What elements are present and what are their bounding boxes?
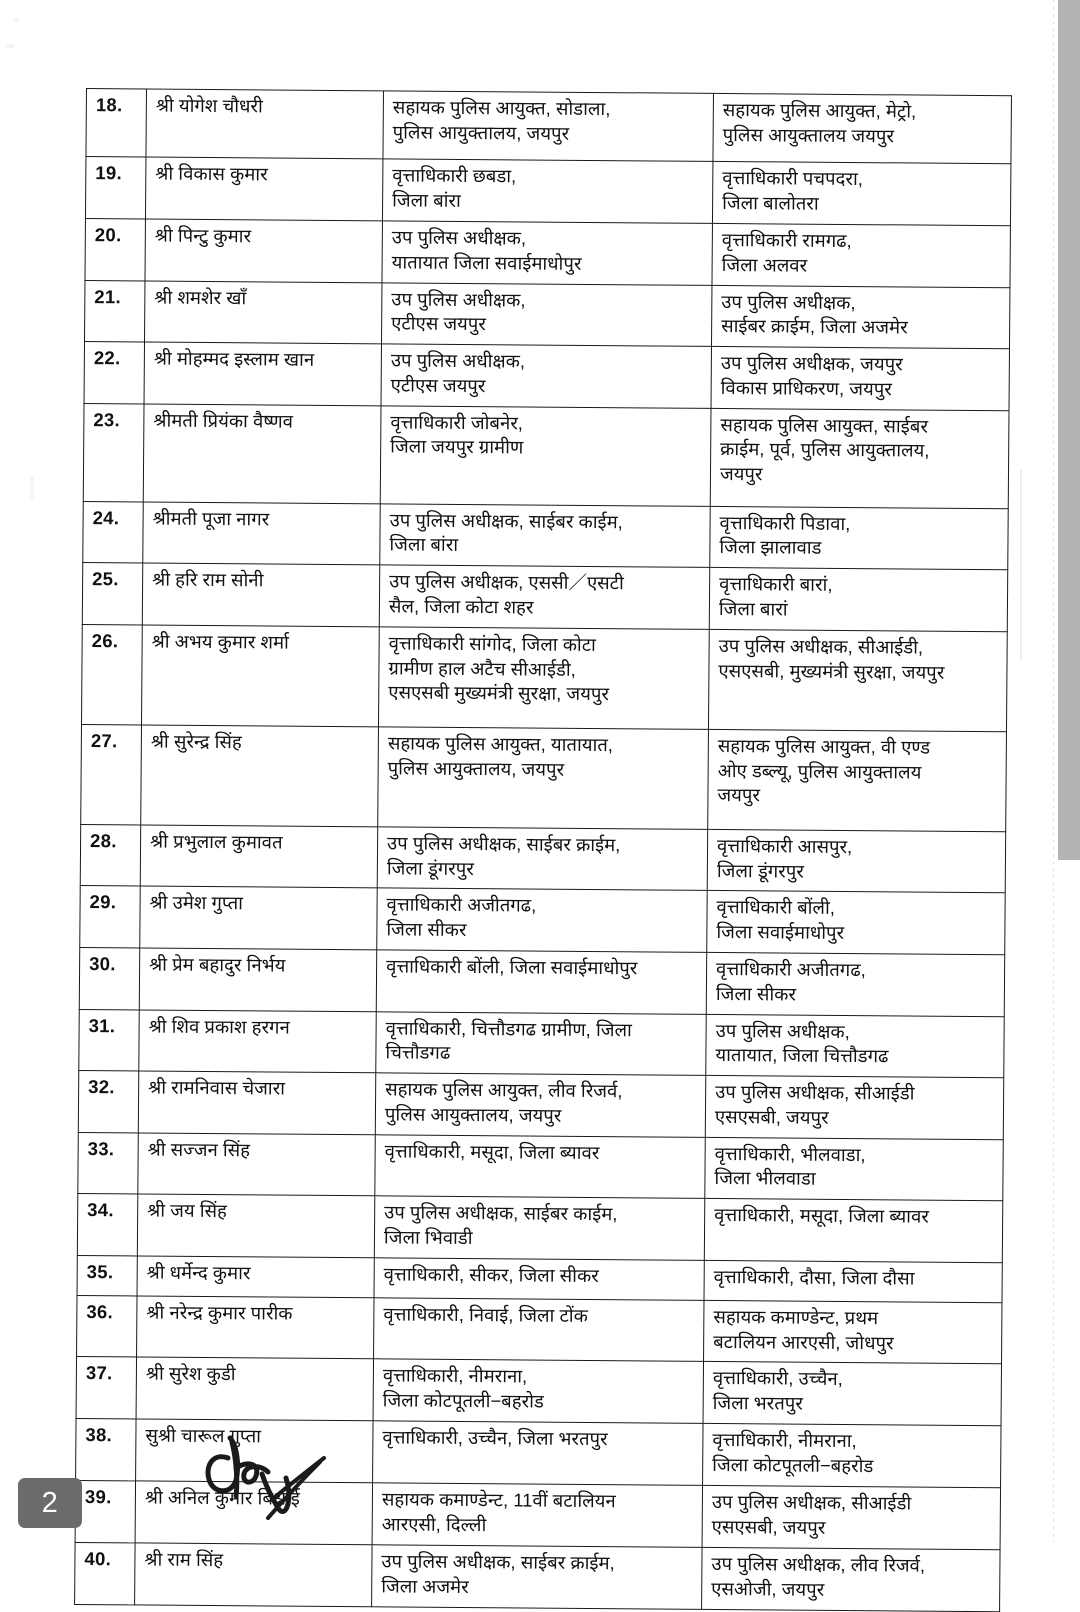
- row-new-posting: [709, 568, 1007, 632]
- row-current-posting-line: जिला अजमेर: [381, 1575, 469, 1597]
- table-row: [80, 886, 1005, 955]
- row-serial-number: 29.: [80, 886, 140, 948]
- row-officer-name: श्री नरेन्द्र कुमार पारीक: [137, 1296, 374, 1359]
- row-current-posting-line: वृत्ताधिकारी छबडा,: [392, 164, 517, 187]
- row-new-posting: [706, 952, 1004, 1016]
- table-row: [82, 563, 1007, 632]
- row-new-posting-line: सहायक पुलिस आयुक्त, साईबर: [720, 413, 929, 437]
- scrollbar-guide: [1053, 0, 1054, 1542]
- row-new-posting-line: जिला कोटपूतली−बहरोड: [712, 1453, 874, 1476]
- row-new-posting-line: जिला डूंगरपुर: [716, 859, 804, 882]
- row-new-posting: [704, 1300, 1002, 1364]
- row-new-posting-line: जयपुर: [717, 784, 761, 806]
- row-officer-name: श्रीमती पूजा नागर: [143, 502, 380, 565]
- row-new-posting: [706, 1014, 1004, 1078]
- table-row: [76, 1418, 1001, 1487]
- row-current-posting-line: चित्तौडगढ: [385, 1041, 451, 1064]
- row-current-posting-line: उप पुलिस अधीक्षक, साईबर क्राईम,: [386, 832, 621, 856]
- row-current-posting-line: उप पुलिस अधीक्षक,: [390, 349, 526, 372]
- row-officer-name: श्री उमेश गुप्ता: [140, 886, 377, 949]
- row-officer-name: श्री पिन्टु कुमार: [145, 219, 382, 282]
- row-officer-name: श्रीमती प्रियंका वैष्णव: [143, 404, 381, 504]
- table-row: [83, 501, 1008, 570]
- row-new-posting-line: जिला भीलवाडा: [714, 1167, 816, 1190]
- row-new-posting-line: वृत्ताधिकारी, दौसा, जिला दौसा: [713, 1265, 915, 1289]
- row-new-posting: [707, 829, 1005, 893]
- row-new-posting: [713, 93, 1012, 163]
- row-serial-number: 35.: [77, 1255, 137, 1295]
- row-current-posting-line: पुलिस आयुक्तालय, जयपुर: [387, 756, 565, 780]
- row-new-posting-line: विकास प्राधिकरण, जयपुर: [720, 376, 892, 400]
- table-row: [85, 280, 1010, 349]
- row-current-posting-line: उप पुलिस अधीक्षक, एससी／एसटी: [389, 570, 624, 594]
- row-new-posting-line: जिला सीकर: [715, 982, 797, 1005]
- scan-artifact: [30, 476, 34, 502]
- table-row: [79, 947, 1004, 1016]
- row-new-posting-line: उप पुलिस अधीक्षक, सीआईडी: [715, 1081, 915, 1104]
- row-new-posting-line: वृत्ताधिकारी, नीमराना,: [712, 1428, 857, 1451]
- table-row: [83, 403, 1009, 508]
- transfer-order-table: [74, 88, 1012, 1612]
- row-serial-number: 40.: [75, 1542, 135, 1604]
- row-new-posting-line: बटालियन आरएसी, जोधपुर: [713, 1330, 894, 1353]
- row-new-posting-line: एसएसबी, जयपुर: [711, 1515, 826, 1538]
- row-current-posting-line: वृत्ताधिकारी, उच्चैन, जिला भरतपुर: [382, 1426, 608, 1450]
- row-officer-name: श्री राम सिंह: [135, 1543, 372, 1607]
- row-serial-number: 28.: [80, 824, 140, 886]
- row-new-posting: [708, 629, 1007, 731]
- row-new-posting: [704, 1260, 1002, 1302]
- row-officer-name: श्री हरि राम सोनी: [142, 563, 379, 626]
- row-new-posting: [703, 1362, 1001, 1426]
- table-row: [80, 824, 1005, 893]
- row-officer-name: श्री योगेश चौधरी: [146, 89, 384, 159]
- row-new-posting-line: एसएसबी, जयपुर: [714, 1105, 829, 1128]
- row-current-posting-line: जिला डूंगरपुर: [386, 856, 474, 879]
- row-new-posting: [704, 1199, 1002, 1263]
- row-current-posting-line: जिला कोटपूतली−बहरोड: [382, 1389, 544, 1412]
- transfer-order-table-container: [74, 88, 1011, 1612]
- table-row: [82, 624, 1008, 731]
- table-row: [85, 157, 1010, 226]
- row-current-posting: [374, 1298, 704, 1362]
- row-current-posting-line: जिला बांरा: [392, 189, 461, 211]
- row-current-posting-line: सैल, जिला कोटा शहर: [388, 595, 534, 618]
- row-new-posting-line: उप पुलिस अधीक्षक,: [721, 290, 856, 313]
- row-new-posting-line: वृत्ताधिकारी रामगढ,: [721, 228, 852, 252]
- row-current-posting: [381, 344, 711, 408]
- row-serial-number: 31.: [79, 1009, 139, 1071]
- row-new-posting-line: सहायक पुलिस आयुक्त, वी एण्ड: [717, 734, 931, 758]
- row-new-posting-line: उप पुलिस अधीक्षक, जयपुर: [720, 352, 903, 375]
- row-officer-name: श्री सुरेश कुडी: [136, 1357, 373, 1420]
- row-officer-name: श्री जय सिंह: [137, 1194, 374, 1257]
- row-current-posting-line: सहायक पुलिस आयुक्त, लीव रिजर्व,: [385, 1078, 623, 1102]
- row-current-posting-line: एटीएस जयपुर: [390, 374, 486, 397]
- row-current-posting: [375, 1134, 705, 1198]
- row-current-posting-line: जिला सीकर: [386, 918, 467, 941]
- row-current-posting-line: सहायक पुलिस आयुक्त, सोडाला,: [392, 96, 611, 120]
- table-row: [84, 342, 1009, 411]
- table-row: [76, 1357, 1001, 1426]
- row-new-posting: [711, 285, 1009, 349]
- row-current-posting-line: उप पुलिस अधीक्षक, साईबर क्राईम,: [381, 1550, 615, 1574]
- row-new-posting: [705, 1075, 1003, 1139]
- row-officer-name: श्री सज्जन सिंह: [138, 1133, 375, 1196]
- row-new-posting: [707, 891, 1005, 955]
- scrollbar-thumb[interactable]: [1058, 0, 1080, 860]
- row-officer-name: श्री प्रभुलाल कुमावत: [140, 825, 377, 888]
- row-serial-number: 25.: [82, 563, 142, 625]
- row-current-posting-line: वृत्ताधिकारी अजीतगढ,: [386, 893, 537, 916]
- row-serial-number: 27.: [81, 724, 142, 824]
- row-serial-number: 24.: [83, 501, 143, 563]
- row-new-posting-line: वृत्ताधिकारी, उच्चैन,: [712, 1367, 843, 1390]
- table-row: [78, 1132, 1003, 1201]
- row-current-posting: [376, 950, 706, 1014]
- row-serial-number: 36.: [77, 1295, 137, 1357]
- row-current-posting: [376, 1011, 706, 1075]
- row-current-posting: [373, 1421, 703, 1486]
- row-new-posting-line: जयपुर: [719, 463, 763, 485]
- row-current-posting-line: जिला जयपुर ग्रामीण: [390, 435, 524, 458]
- row-new-posting: [708, 729, 1007, 831]
- row-current-posting-line: वृत्ताधिकारी बोंली, जिला सवाईमाधोपुर: [386, 955, 638, 979]
- row-new-posting-line: पुलिस आयुक्तालय जयपुर: [722, 123, 895, 147]
- scan-artifact: [6, 44, 15, 48]
- row-officer-name: श्री मोहम्मद इस्लाम खान: [144, 342, 381, 405]
- row-current-posting: [372, 1545, 702, 1610]
- row-officer-name: श्री विकास कुमार: [145, 157, 382, 221]
- row-serial-number: 34.: [77, 1194, 137, 1256]
- row-current-posting-line: पुलिस आयुक्तालय, जयपुर: [384, 1103, 562, 1126]
- row-serial-number: 20.: [85, 218, 145, 280]
- scrollbar[interactable]: [1058, 0, 1080, 1542]
- row-current-posting-line: उप पुलिस अधीक्षक, साईबर काईम,: [389, 509, 623, 532]
- row-current-posting: [374, 1196, 704, 1260]
- row-current-posting: [377, 888, 707, 952]
- row-new-posting-line: एसओजी, जयपुर: [711, 1577, 825, 1600]
- row-current-posting-line: सहायक कमाण्डेन्ट, 11वीं बटालियन: [381, 1488, 616, 1512]
- row-current-posting: [380, 504, 710, 568]
- row-new-posting-line: जिला भरतपुर: [712, 1392, 803, 1414]
- row-current-posting-line: वृत्ताधिकारी, नीमराना,: [382, 1364, 528, 1387]
- row-current-posting-line: एसएसबी मुख्यमंत्री सुरक्षा, जयपुर: [388, 681, 610, 705]
- row-current-posting-line: जिला बांरा: [389, 533, 459, 556]
- row-current-posting-line: वृत्ताधिकारी, मसूदा, जिला ब्यावर: [384, 1140, 600, 1163]
- row-serial-number: 21.: [85, 280, 145, 342]
- row-officer-name: श्री शिव प्रकाश हरगन: [139, 1009, 376, 1072]
- row-new-posting-line: क्राईम, पूर्व, पुलिस आयुक्तालय,: [720, 438, 930, 462]
- table-row: [81, 724, 1007, 831]
- row-new-posting-line: ओए डब्ल्यू, पुलिस आयुक्तालय: [717, 759, 922, 783]
- row-current-posting: [379, 565, 709, 629]
- row-new-posting: [703, 1423, 1001, 1487]
- row-new-posting-line: वृत्ताधिकारी बारां,: [719, 573, 833, 596]
- row-current-posting: [381, 282, 711, 346]
- row-current-posting: [380, 406, 711, 507]
- table-row: [79, 1009, 1004, 1078]
- row-officer-name: श्री धर्मेन्द कुमार: [137, 1256, 374, 1298]
- row-new-posting-line: वृत्ताधिकारी, मसूदा, जिला ब्यावर: [714, 1204, 929, 1227]
- row-new-posting: [702, 1485, 1000, 1549]
- row-current-posting-line: उप पुलिस अधीक्षक, साईबर काईम,: [384, 1201, 618, 1225]
- row-new-posting-line: जिला सवाईमाधोपुर: [716, 921, 845, 944]
- table-row: [85, 218, 1010, 287]
- row-current-posting: [373, 1359, 703, 1423]
- row-new-posting-line: वृत्ताधिकारी पिडावा,: [719, 511, 851, 534]
- row-new-posting-line: उप पुलिस अधीक्षक, सीआईडी: [711, 1490, 912, 1514]
- row-officer-name: श्री अभय कुमार शर्मा: [142, 625, 380, 727]
- row-new-posting-line: जिला अलवर: [721, 253, 808, 276]
- row-serial-number: 22.: [84, 342, 144, 404]
- row-serial-number: 37.: [76, 1357, 136, 1419]
- row-serial-number: 23.: [83, 403, 144, 501]
- row-current-posting-line: एटीएस जयपुर: [391, 312, 487, 335]
- table-row: [75, 1480, 1000, 1549]
- row-new-posting: [712, 161, 1010, 225]
- row-current-posting-line: यातायात जिला सवाईमाधोपुर: [391, 251, 582, 274]
- row-serial-number: 39.: [75, 1480, 135, 1542]
- table-row: [77, 1194, 1002, 1263]
- page-number-badge: [18, 1478, 82, 1528]
- row-new-posting: [705, 1137, 1003, 1201]
- row-current-posting: [383, 91, 714, 162]
- row-current-posting-line: सहायक पुलिस आयुक्त, यातायात,: [387, 732, 614, 755]
- row-serial-number: 26.: [82, 624, 143, 724]
- row-new-posting: [710, 506, 1008, 570]
- scan-artifact: [14, 18, 19, 23]
- row-new-posting-line: वृत्ताधिकारी आसपुर,: [716, 834, 853, 857]
- row-new-posting-line: साईबर क्राईम, जिला अजमेर: [721, 315, 908, 338]
- row-current-posting-line: वृत्ताधिकारी, चित्तौडगढ ग्रामीण, जिला: [385, 1016, 632, 1040]
- row-serial-number: 18.: [86, 89, 147, 157]
- row-serial-number: 32.: [78, 1071, 138, 1133]
- row-current-posting-line: ग्रामीण हाल अटैच सीआईडी,: [388, 656, 576, 680]
- row-current-posting: [374, 1258, 704, 1301]
- row-new-posting-line: जिला बालोतरा: [722, 191, 819, 214]
- row-new-posting-line: उप पुलिस अधीक्षक,: [715, 1019, 850, 1042]
- row-current-posting: [377, 827, 707, 891]
- row-new-posting: [711, 347, 1009, 411]
- row-new-posting-line: वृत्ताधिकारी, भीलवाडा,: [714, 1142, 866, 1165]
- row-current-posting: [378, 727, 709, 830]
- row-new-posting-line: उप पुलिस अधीक्षक, लीव रिजर्व,: [711, 1552, 926, 1576]
- row-serial-number: 38.: [76, 1418, 136, 1480]
- row-serial-number: 30.: [79, 947, 139, 1009]
- row-current-posting-line: पुलिस आयुक्तालय, जयपुर: [392, 121, 570, 144]
- row-current-posting-line: वृत्ताधिकारी, निवाई, जिला टोंक: [383, 1303, 588, 1326]
- row-officer-name: श्री शमशेर खॉं: [145, 281, 382, 344]
- row-new-posting: [702, 1547, 1000, 1611]
- row-current-posting-line: आरएसी, दिल्ली: [381, 1513, 487, 1535]
- row-current-posting: [372, 1483, 702, 1548]
- row-officer-name: श्री सुरेन्द्र सिंह: [141, 725, 379, 827]
- table-row: [75, 1542, 1000, 1611]
- row-current-posting: [378, 627, 709, 730]
- table-row: [78, 1071, 1003, 1140]
- row-current-posting-line: उप पुलिस अधीक्षक,: [391, 226, 527, 249]
- page-number-label: 2: [41, 1486, 59, 1519]
- row-new-posting-line: जिला बारां: [718, 598, 788, 620]
- table-row: [86, 89, 1012, 164]
- row-current-posting-line: जिला भिवाडी: [383, 1226, 473, 1249]
- row-officer-name: सुश्री चारूल गुप्ता: [136, 1419, 373, 1483]
- row-new-posting-line: एसएसबी, मुख्यमंत्री सुरक्षा, जयपुर: [718, 659, 945, 683]
- row-current-posting-line: वृत्ताधिकारी सांगोद, जिला कोटा: [388, 632, 596, 655]
- row-new-posting-line: वृत्ताधिकारी अजीतगढ,: [716, 957, 866, 981]
- row-current-posting: [382, 221, 712, 285]
- row-officer-name: श्री रामनिवास चेजारा: [138, 1071, 375, 1134]
- table-row: [77, 1295, 1002, 1364]
- row-current-posting: [375, 1073, 705, 1137]
- row-serial-number: 19.: [85, 157, 145, 219]
- row-officer-name: श्री अनिल कुमार बिश्नोई: [135, 1481, 372, 1545]
- row-new-posting: [712, 223, 1010, 287]
- row-new-posting-line: उप पुलिस अधीक्षक, सीआईडी,: [718, 634, 924, 658]
- row-new-posting-line: सहायक कमाण्डेन्ट, प्रथम: [713, 1305, 879, 1329]
- row-officer-name: श्री प्रेम बहादुर निर्भय: [139, 948, 376, 1011]
- row-current-posting-line: उप पुलिस अधीक्षक,: [391, 287, 526, 311]
- row-new-posting-line: यातायात, जिला चित्तौडगढ: [715, 1044, 889, 1067]
- row-current-posting-line: वृत्ताधिकारी जोबनेर,: [390, 411, 524, 434]
- row-new-posting-line: सहायक पुलिस आयुक्त, मेट्रो,: [722, 99, 917, 122]
- row-serial-number: 33.: [78, 1132, 138, 1194]
- row-current-posting-line: वृत्ताधिकारी, सीकर, जिला सीकर: [383, 1263, 599, 1286]
- row-current-posting: [382, 159, 712, 224]
- row-new-posting-line: वृत्ताधिकारी बोंली,: [716, 896, 836, 919]
- row-new-posting-line: वृत्ताधिकारी पचपदरा,: [722, 167, 864, 190]
- scan-artifact: [1020, 470, 1022, 660]
- row-new-posting-line: जिला झालावाड: [719, 536, 822, 559]
- row-new-posting: [710, 408, 1009, 508]
